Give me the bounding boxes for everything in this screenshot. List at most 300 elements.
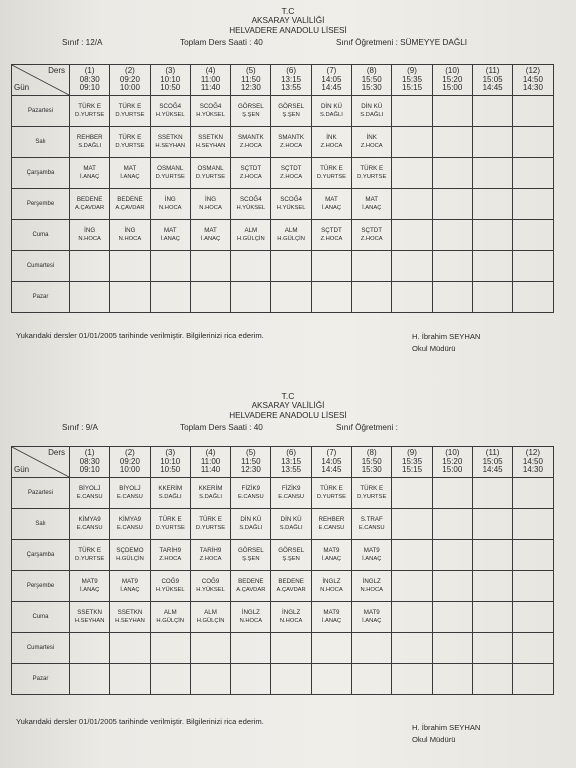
class-teacher-label: Sınıf Öğretmeni : bbox=[336, 423, 398, 432]
lesson-cell bbox=[352, 540, 392, 571]
lesson-cell bbox=[472, 633, 512, 664]
lesson-cell bbox=[231, 478, 271, 509]
lesson-cell bbox=[432, 540, 472, 571]
lesson-cell bbox=[70, 633, 110, 664]
day-label: Cuma bbox=[12, 220, 70, 251]
lesson-cell bbox=[70, 251, 110, 282]
lesson-cell bbox=[231, 509, 271, 540]
period-header bbox=[472, 447, 512, 478]
lesson-cell bbox=[110, 633, 150, 664]
lesson-cell bbox=[513, 189, 553, 220]
period-header bbox=[352, 65, 392, 96]
lesson-cell bbox=[352, 509, 392, 540]
period-start: 15:05 bbox=[482, 74, 503, 84]
lesson-subject: TARİH9 bbox=[199, 547, 222, 554]
period-num: (10) bbox=[445, 66, 460, 76]
lesson-cell bbox=[472, 540, 512, 571]
lesson-cell bbox=[392, 509, 432, 540]
corner-cell bbox=[12, 447, 70, 478]
lesson-cell bbox=[190, 664, 230, 695]
lesson-teacher: İ.ANAÇ bbox=[120, 174, 140, 180]
lesson-cell bbox=[352, 158, 392, 189]
lesson-teacher: D.YURTSE bbox=[75, 112, 105, 118]
lesson-teacher: H.YÜKSEL bbox=[196, 587, 225, 593]
principal-name: H. İbrahim SEYHAN bbox=[412, 723, 481, 732]
lesson-cell bbox=[110, 602, 150, 633]
lesson-cell bbox=[271, 664, 311, 695]
lesson-teacher: D.YURTSE bbox=[75, 556, 105, 562]
lesson-subject: BEDENE bbox=[76, 196, 103, 203]
class-teacher-label: Sınıf Öğretmeni : SÜMEYYE DAĞLI bbox=[336, 38, 468, 47]
lesson-cell bbox=[190, 571, 230, 602]
day-label: Pazartesi bbox=[12, 478, 70, 509]
period-header bbox=[472, 65, 512, 96]
lesson-subject: İNG bbox=[164, 196, 176, 203]
lesson-subject: MAT bbox=[325, 196, 338, 203]
day-label: Salı bbox=[12, 509, 70, 540]
lesson-teacher: Z.HOCA bbox=[320, 236, 343, 242]
lesson-teacher: H.YÜKSEL bbox=[155, 587, 185, 593]
lesson-subject: TARİH9 bbox=[159, 547, 182, 554]
lesson-cell bbox=[432, 96, 472, 127]
period-end: 09:10 bbox=[79, 465, 100, 475]
period-num: (4) bbox=[205, 66, 216, 76]
lesson-subject: BEDENE bbox=[278, 578, 304, 585]
header-school-name: HELVADERE ANADOLU LİSESİ bbox=[229, 411, 347, 420]
lesson-cell bbox=[311, 189, 351, 220]
lesson-teacher: Z.HOCA bbox=[280, 143, 303, 149]
lesson-subject: TÜRK E bbox=[78, 103, 101, 110]
lesson-cell bbox=[150, 509, 190, 540]
lesson-cell bbox=[110, 158, 150, 189]
lesson-cell bbox=[271, 633, 311, 664]
period-header bbox=[231, 447, 271, 478]
table-row bbox=[12, 571, 554, 602]
lesson-subject: MAT bbox=[163, 227, 177, 234]
period-end: 09:10 bbox=[79, 83, 100, 93]
table-row bbox=[12, 251, 554, 282]
period-start: 15:35 bbox=[402, 456, 423, 466]
lesson-subject: MAT bbox=[365, 196, 379, 203]
lesson-cell bbox=[190, 633, 230, 664]
period-end: 14:30 bbox=[522, 83, 543, 93]
lesson-cell bbox=[231, 282, 271, 313]
period-start: 11:00 bbox=[200, 74, 221, 84]
period-end: 14:30 bbox=[522, 465, 543, 475]
period-end: 10:50 bbox=[160, 83, 181, 93]
lesson-cell bbox=[472, 96, 512, 127]
lesson-cell bbox=[110, 220, 150, 251]
lesson-subject: TÜRK E bbox=[360, 485, 384, 492]
lesson-cell bbox=[70, 127, 110, 158]
period-num: (8) bbox=[366, 448, 377, 458]
table-row bbox=[12, 633, 554, 664]
lesson-cell bbox=[311, 664, 351, 695]
lesson-cell bbox=[432, 633, 472, 664]
lesson-teacher: D.YURTSE bbox=[195, 174, 226, 180]
period-num: (6) bbox=[286, 448, 297, 458]
lesson-teacher: D.YURTSE bbox=[115, 112, 145, 118]
lesson-cell bbox=[513, 540, 553, 571]
lesson-cell bbox=[311, 282, 351, 313]
period-start: 13:15 bbox=[281, 456, 302, 466]
lesson-cell bbox=[110, 251, 150, 282]
lesson-subject: DİN KÜ bbox=[280, 516, 302, 523]
lesson-teacher: H.SEYHAN bbox=[74, 618, 105, 624]
lesson-subject: DİN KÜ bbox=[361, 103, 383, 110]
period-start: 15:50 bbox=[361, 456, 382, 466]
period-end: 15:00 bbox=[442, 83, 463, 93]
lesson-cell bbox=[472, 158, 512, 189]
table-row bbox=[12, 158, 554, 189]
lesson-cell bbox=[352, 602, 392, 633]
lesson-cell bbox=[70, 96, 110, 127]
lesson-teacher: N.HOCA bbox=[360, 587, 383, 593]
lesson-teacher: A.ÇAVDAR bbox=[115, 205, 145, 211]
lesson-teacher: N.HOCA bbox=[279, 618, 303, 624]
lesson-teacher: H.SEYHAN bbox=[115, 618, 145, 624]
lesson-cell bbox=[150, 158, 190, 189]
lesson-cell bbox=[190, 220, 230, 251]
lesson-cell bbox=[432, 127, 472, 158]
lesson-teacher: S.DAĞLI bbox=[319, 112, 343, 118]
lesson-subject: OSMANL bbox=[197, 165, 224, 172]
lesson-cell bbox=[150, 602, 190, 633]
table-row bbox=[12, 127, 554, 158]
period-start: 10:10 bbox=[160, 456, 181, 466]
lesson-cell bbox=[472, 602, 512, 633]
period-start: 10:10 bbox=[160, 74, 181, 84]
lesson-subject: SSETKN bbox=[77, 609, 103, 616]
period-header bbox=[231, 65, 271, 96]
timetable-header-row bbox=[12, 447, 554, 478]
day-label: Perşembe bbox=[12, 571, 70, 602]
lesson-cell bbox=[110, 189, 150, 220]
lesson-cell bbox=[231, 96, 271, 127]
lesson-cell bbox=[472, 509, 512, 540]
lesson-subject: TÜRK E bbox=[320, 165, 343, 172]
lesson-cell bbox=[513, 282, 553, 313]
lesson-cell bbox=[271, 509, 311, 540]
period-start: 11:50 bbox=[241, 74, 261, 84]
lesson-subject: ALM bbox=[284, 227, 298, 234]
lesson-cell bbox=[231, 251, 271, 282]
lesson-cell bbox=[352, 478, 392, 509]
lesson-teacher: D.YURTSE bbox=[195, 525, 226, 531]
lesson-subject: İNG bbox=[124, 227, 136, 234]
lesson-cell bbox=[150, 127, 190, 158]
lesson-cell bbox=[392, 571, 432, 602]
lesson-cell bbox=[472, 220, 512, 251]
lesson-subject: GÖRSEL bbox=[278, 547, 305, 554]
lesson-cell bbox=[110, 282, 150, 313]
lesson-subject: BEDENE bbox=[117, 196, 143, 203]
lesson-subject: SÇDEMO bbox=[116, 547, 144, 554]
lesson-teacher: Ş.ŞEN bbox=[282, 112, 300, 118]
period-num: (10) bbox=[445, 448, 460, 458]
lesson-subject: SCOĞ4 bbox=[199, 103, 222, 110]
lesson-cell bbox=[513, 158, 553, 189]
corner-label-lesson: Ders bbox=[48, 448, 65, 457]
lesson-teacher: E.CANSU bbox=[278, 494, 305, 500]
lesson-cell bbox=[271, 602, 311, 633]
lesson-cell bbox=[150, 478, 190, 509]
schedule-9a bbox=[0, 391, 576, 744]
lesson-cell bbox=[392, 478, 432, 509]
table-row bbox=[12, 478, 554, 509]
period-end: 15:15 bbox=[402, 465, 423, 475]
lesson-cell bbox=[392, 282, 432, 313]
lesson-cell bbox=[110, 478, 150, 509]
table-row bbox=[12, 96, 554, 127]
period-start: 11:50 bbox=[241, 456, 261, 466]
lesson-teacher: H.GÜLÇİN bbox=[116, 556, 144, 562]
lesson-cell bbox=[392, 220, 432, 251]
lesson-cell bbox=[271, 251, 311, 282]
lesson-subject: MAT bbox=[83, 165, 96, 172]
lesson-subject: TÜRK E bbox=[360, 165, 384, 172]
period-end: 12:30 bbox=[240, 83, 261, 93]
lesson-teacher: E.CANSU bbox=[358, 525, 385, 531]
lesson-cell bbox=[513, 127, 553, 158]
period-header bbox=[271, 65, 311, 96]
lesson-cell bbox=[70, 664, 110, 695]
period-end: 14:45 bbox=[482, 83, 503, 93]
lesson-cell bbox=[352, 664, 392, 695]
lesson-cell bbox=[70, 602, 110, 633]
lesson-cell bbox=[432, 571, 472, 602]
period-end: 15:30 bbox=[361, 465, 382, 475]
day-label: Salı bbox=[12, 127, 70, 158]
lesson-subject: İNGLZ bbox=[322, 578, 341, 585]
timetable bbox=[11, 64, 554, 313]
lesson-subject: GÖRSEL bbox=[237, 103, 264, 110]
period-num: (5) bbox=[245, 66, 256, 76]
header-governorship: AKSARAY VALİLİĞİ bbox=[251, 16, 325, 25]
lesson-cell bbox=[432, 478, 472, 509]
lesson-cell bbox=[472, 189, 512, 220]
period-header bbox=[513, 65, 553, 96]
period-start: 14:05 bbox=[321, 74, 342, 84]
lesson-teacher: İ.ANAÇ bbox=[200, 236, 221, 242]
lesson-cell bbox=[432, 220, 472, 251]
lesson-cell bbox=[432, 251, 472, 282]
period-end: 10:00 bbox=[119, 465, 140, 475]
lesson-teacher: H.GÜLÇİN bbox=[277, 236, 305, 242]
lesson-cell bbox=[513, 633, 553, 664]
period-num: (2) bbox=[125, 448, 135, 458]
lesson-teacher: İ.ANAÇ bbox=[321, 618, 342, 624]
period-start: 15:50 bbox=[361, 74, 382, 84]
lesson-teacher: İ.ANAÇ bbox=[321, 205, 342, 211]
lesson-teacher: H.GÜLÇİN bbox=[196, 618, 225, 624]
period-header bbox=[271, 447, 311, 478]
lesson-teacher: Z.HOCA bbox=[239, 174, 262, 180]
period-end: 12:30 bbox=[240, 465, 261, 475]
lesson-cell bbox=[311, 220, 351, 251]
total-hours-label: Toplam Ders Saati : 40 bbox=[180, 423, 263, 432]
lesson-subject: SCOĞ4 bbox=[159, 103, 182, 110]
lesson-cell bbox=[311, 96, 351, 127]
lesson-subject: KKERİM bbox=[158, 485, 183, 492]
lesson-subject: REHBER bbox=[76, 134, 103, 141]
lesson-cell bbox=[231, 540, 271, 571]
period-num: (2) bbox=[125, 66, 135, 76]
lesson-teacher: S.DAĞLI bbox=[279, 525, 303, 531]
period-start: 14:50 bbox=[522, 456, 543, 466]
lesson-subject: FİZİK9 bbox=[281, 485, 301, 492]
lesson-subject: SSETKN bbox=[117, 609, 143, 616]
lesson-cell bbox=[190, 509, 230, 540]
period-num: (3) bbox=[165, 66, 176, 76]
lesson-cell bbox=[271, 158, 311, 189]
lesson-subject: İNGLZ bbox=[241, 609, 260, 616]
lesson-teacher: İ.ANAÇ bbox=[362, 205, 382, 211]
table-row bbox=[12, 220, 554, 251]
period-num: (12) bbox=[525, 66, 541, 76]
lesson-cell bbox=[432, 282, 472, 313]
lesson-subject: MAT9 bbox=[121, 578, 138, 585]
lesson-cell bbox=[513, 602, 553, 633]
lesson-teacher: H.GÜLÇİN bbox=[236, 236, 265, 242]
lesson-subject: SÇTDT bbox=[361, 227, 383, 234]
period-num: (7) bbox=[326, 448, 337, 458]
lesson-cell bbox=[70, 509, 110, 540]
lesson-cell bbox=[150, 540, 190, 571]
lesson-teacher: Ş.ŞEN bbox=[242, 112, 260, 118]
lesson-cell bbox=[271, 478, 311, 509]
footer-note: Yukarıdaki dersler 01/01/2005 tarihinde verilmiştir. Bilgilerinizi rica ederim. bbox=[16, 331, 264, 340]
period-header bbox=[110, 65, 150, 96]
period-end: 14:45 bbox=[482, 465, 503, 475]
table-row bbox=[12, 509, 554, 540]
lesson-subject: MAT bbox=[204, 227, 217, 234]
lesson-cell bbox=[352, 633, 392, 664]
period-end: 13:55 bbox=[281, 465, 302, 475]
class-label: Sınıf : 9/A bbox=[62, 423, 98, 432]
period-start: 15:20 bbox=[442, 456, 463, 466]
lesson-cell bbox=[432, 602, 472, 633]
lesson-teacher: S.DAĞLI bbox=[360, 112, 384, 118]
period-num: (8) bbox=[366, 66, 377, 76]
lesson-subject: ALM bbox=[163, 609, 177, 616]
lesson-teacher: Z.HOCA bbox=[199, 556, 222, 562]
lesson-teacher: A.ÇAVDAR bbox=[75, 205, 105, 211]
lesson-cell bbox=[231, 220, 271, 251]
period-end: 10:00 bbox=[119, 83, 140, 93]
lesson-cell bbox=[231, 633, 271, 664]
lesson-cell bbox=[271, 282, 311, 313]
lesson-cell bbox=[231, 127, 271, 158]
lesson-subject: DİN KÜ bbox=[320, 103, 342, 110]
period-num: (5) bbox=[245, 448, 256, 458]
principal-title: Okul Müdürü bbox=[412, 735, 456, 744]
timetable-header-row bbox=[12, 65, 554, 96]
lesson-cell bbox=[231, 602, 271, 633]
period-num: (11) bbox=[485, 448, 500, 458]
lesson-cell bbox=[311, 540, 351, 571]
lesson-cell bbox=[513, 251, 553, 282]
day-label: Cumartesi bbox=[12, 633, 70, 664]
period-end: 10:50 bbox=[160, 465, 181, 475]
lesson-cell bbox=[432, 664, 472, 695]
lesson-teacher: Z.HOCA bbox=[239, 143, 262, 149]
lesson-teacher: S.DAĞLI bbox=[78, 143, 102, 149]
corner-label-day: Gün bbox=[14, 465, 30, 475]
lesson-teacher: D.YURTSE bbox=[357, 494, 387, 500]
lesson-teacher: Ş.ŞEN bbox=[282, 556, 300, 562]
lesson-cell bbox=[392, 127, 432, 158]
lesson-teacher: H.YÜKSEL bbox=[236, 205, 266, 211]
period-start: 14:50 bbox=[522, 74, 543, 84]
timetable bbox=[11, 446, 554, 695]
period-header bbox=[190, 447, 230, 478]
lesson-cell bbox=[392, 158, 432, 189]
period-end: 15:15 bbox=[402, 83, 423, 93]
lesson-teacher: Z.HOCA bbox=[360, 236, 383, 242]
lesson-cell bbox=[231, 664, 271, 695]
lesson-subject: MAT9 bbox=[323, 547, 340, 554]
lesson-subject: TÜRK E bbox=[118, 103, 142, 110]
lesson-subject: MAT9 bbox=[81, 578, 98, 585]
table-row bbox=[12, 282, 554, 313]
lesson-subject: FİZİK9 bbox=[241, 485, 261, 492]
lesson-cell bbox=[392, 251, 432, 282]
period-header bbox=[70, 447, 110, 478]
lesson-subject: İNGLZ bbox=[282, 609, 301, 616]
period-end: 14:45 bbox=[321, 465, 342, 475]
lesson-teacher: İ.ANAÇ bbox=[79, 174, 100, 180]
lesson-cell bbox=[513, 571, 553, 602]
schedule-meta bbox=[0, 38, 576, 50]
lesson-subject: MAT9 bbox=[363, 609, 380, 616]
lesson-cell bbox=[432, 158, 472, 189]
lesson-subject: SCOĞ4 bbox=[280, 196, 302, 203]
lesson-cell bbox=[352, 571, 392, 602]
period-header bbox=[392, 65, 432, 96]
lesson-cell bbox=[311, 478, 351, 509]
lesson-teacher: İ.ANAÇ bbox=[362, 556, 382, 562]
table-row bbox=[12, 540, 554, 571]
period-num: (1) bbox=[84, 66, 95, 76]
lesson-cell bbox=[432, 509, 472, 540]
lesson-cell bbox=[392, 96, 432, 127]
lesson-teacher: Ş.ŞEN bbox=[242, 556, 260, 562]
period-header bbox=[432, 447, 472, 478]
period-header bbox=[432, 65, 472, 96]
lesson-teacher: Z.HOCA bbox=[280, 174, 303, 180]
corner-label-day: Gün bbox=[14, 83, 30, 93]
lesson-cell bbox=[190, 96, 230, 127]
lesson-teacher: E.CANSU bbox=[117, 525, 143, 531]
period-header bbox=[513, 447, 553, 478]
lesson-subject: GÖRSEL bbox=[237, 547, 264, 554]
lesson-teacher: E.CANSU bbox=[318, 525, 345, 531]
lesson-cell bbox=[352, 96, 392, 127]
lesson-cell bbox=[70, 478, 110, 509]
lesson-subject: SCOĞ4 bbox=[240, 196, 262, 203]
lesson-cell bbox=[472, 127, 512, 158]
lesson-cell bbox=[513, 478, 553, 509]
period-start: 15:35 bbox=[402, 74, 423, 84]
day-label: Pazar bbox=[12, 664, 70, 695]
lesson-teacher: E.CANSU bbox=[76, 494, 103, 500]
day-label: Çarşamba bbox=[12, 540, 70, 571]
day-label: Pazartesi bbox=[12, 96, 70, 127]
lesson-cell bbox=[70, 189, 110, 220]
lesson-cell bbox=[392, 540, 432, 571]
lesson-subject: SÇTDT bbox=[280, 165, 302, 172]
